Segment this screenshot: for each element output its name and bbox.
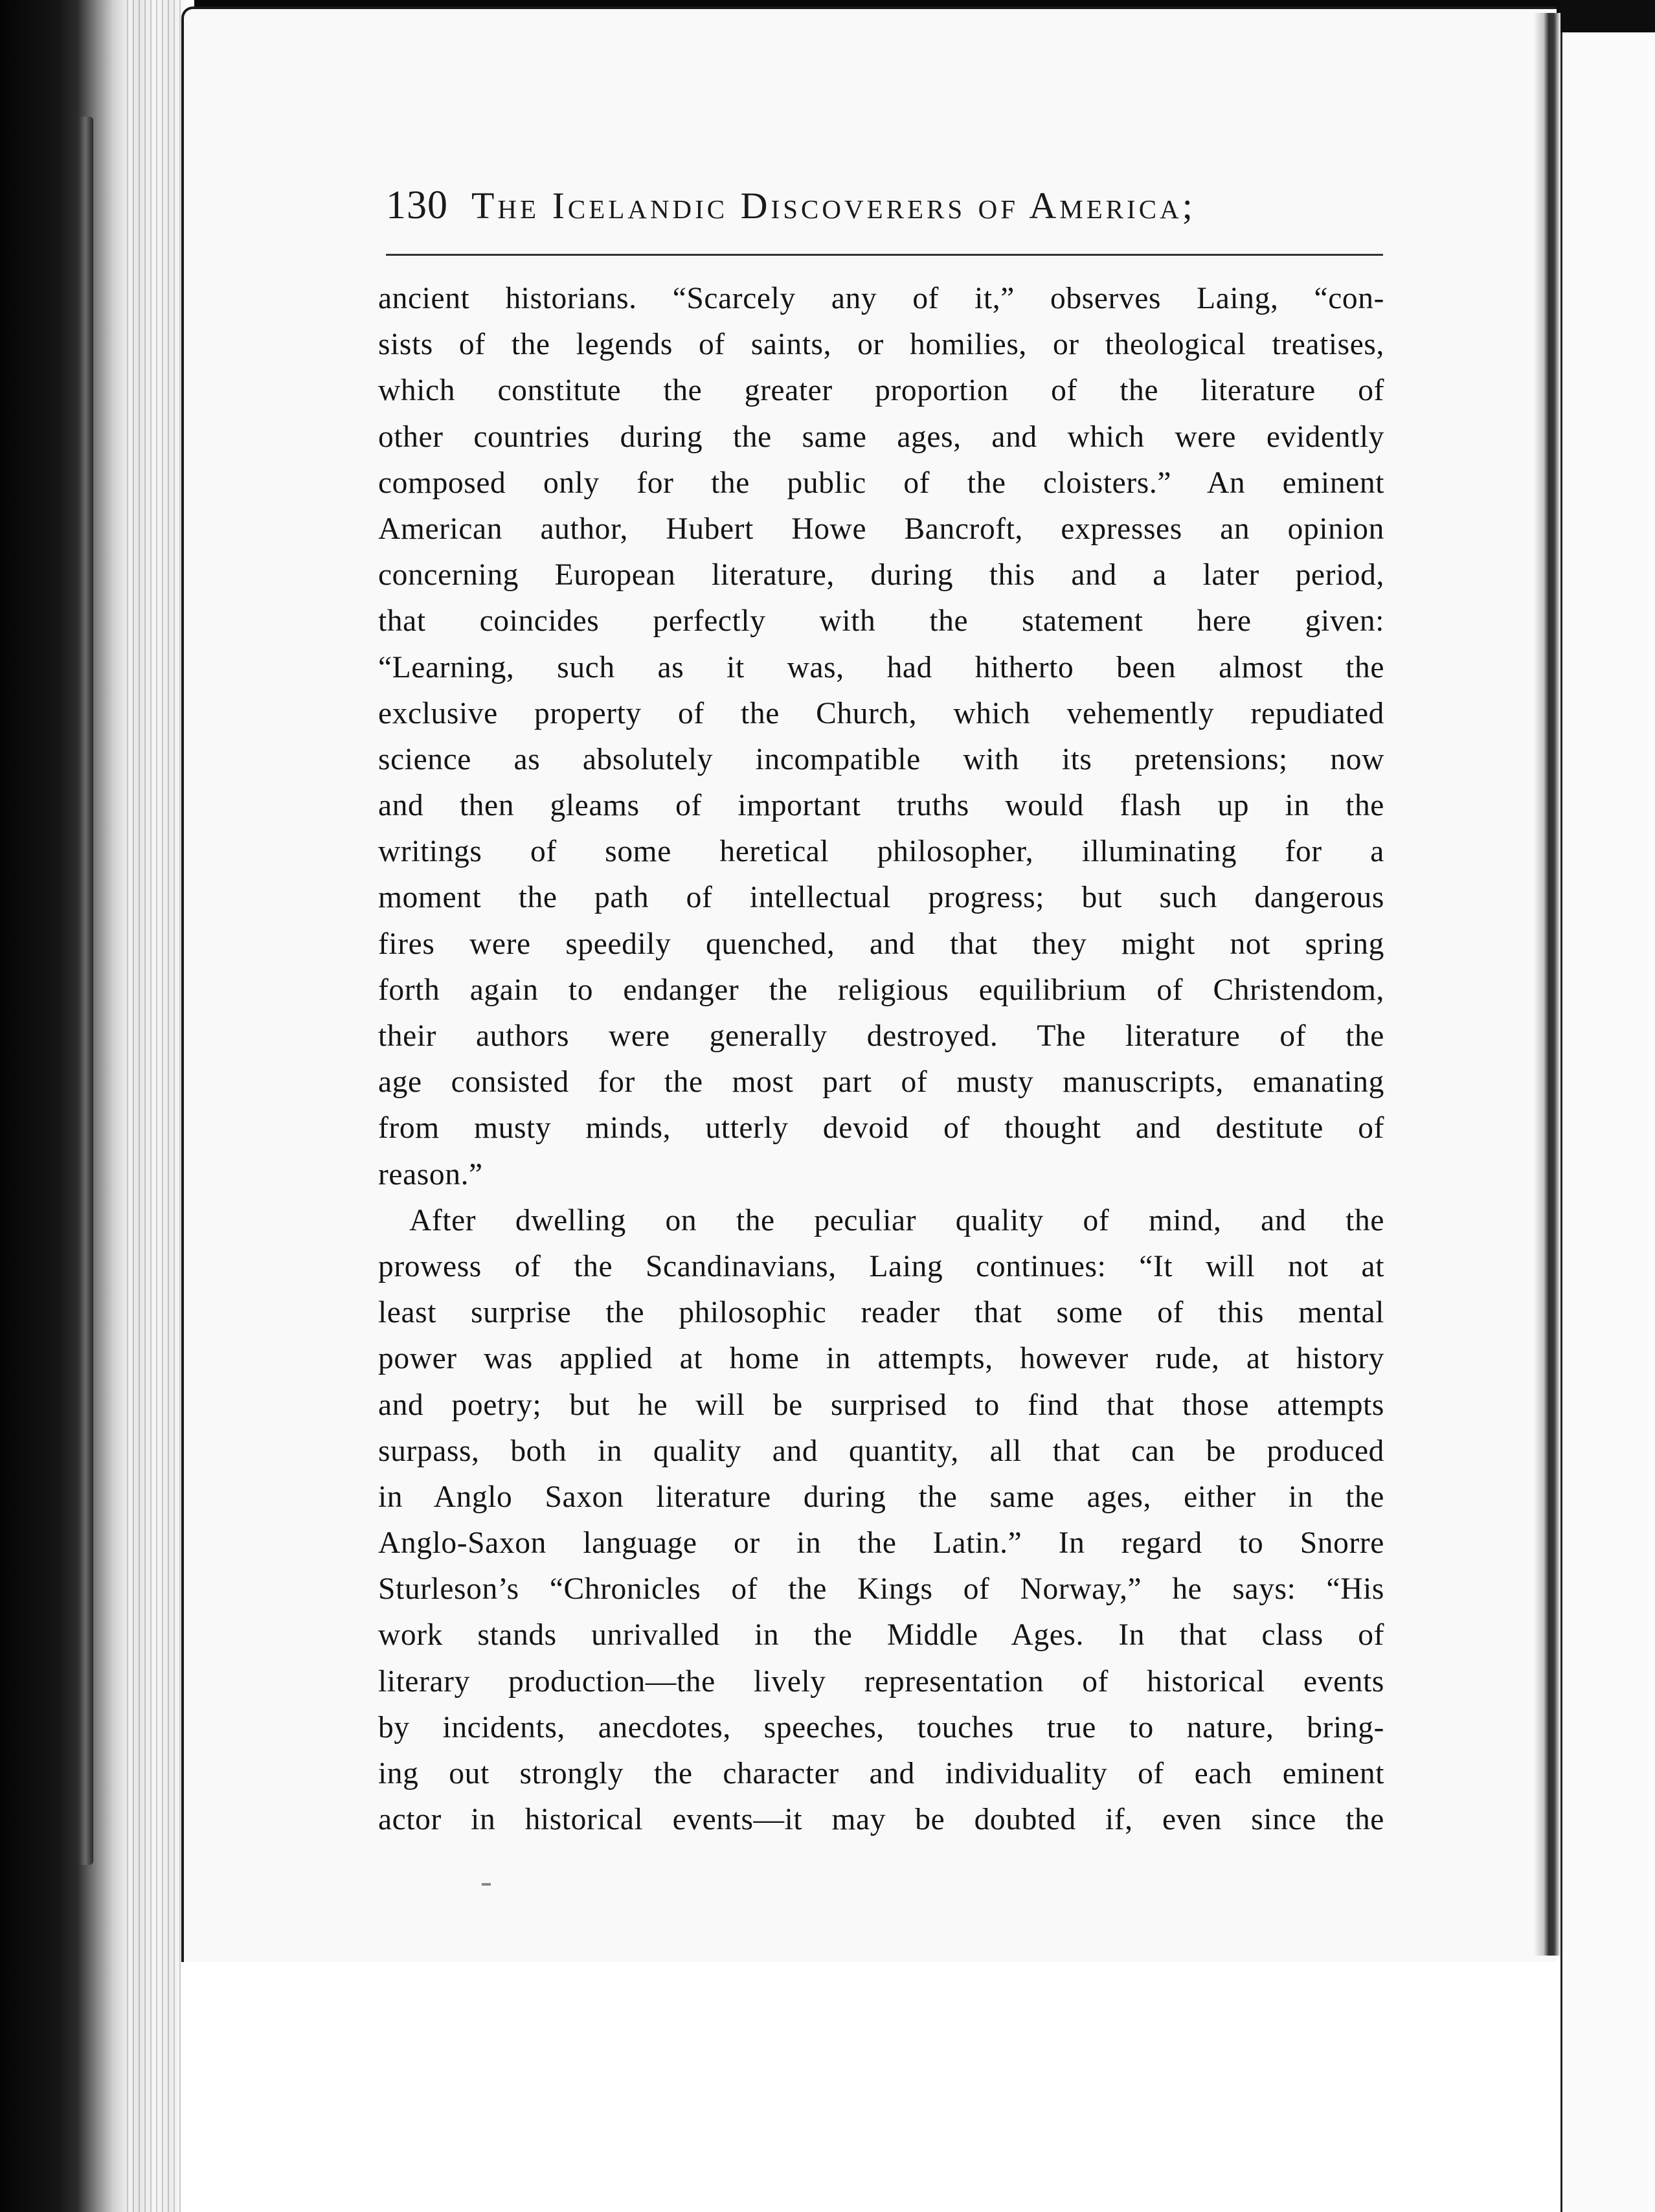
stacked-page-edges [127, 0, 185, 2212]
text-line: sists of the legends of saints, or homilies, or theological treatises, [378, 328, 1384, 362]
text-line: surpass, both in quality and quantity, all that can be produced [378, 1434, 1384, 1468]
paragraph-1 [378, 276, 1384, 1198]
text-line: science as absolutely incompatible with its pretensions; now [378, 742, 1384, 776]
text-line: composed only for the public of the cloisters.” An eminent [378, 466, 1384, 500]
text-line: reason.” [378, 1157, 483, 1191]
text-line: After dwelling on the peculiar quality of mind, and the [409, 1203, 1384, 1237]
print-speck [482, 1883, 491, 1886]
text-line: and then gleams of important truths would flash up in the [378, 789, 1384, 823]
text-line: and poetry; but he will be surprised to find that those attempts [378, 1388, 1384, 1422]
text-line: ancient historians. “Scarcely any of it,” observes Laing, “con- [378, 282, 1384, 315]
text-line: writings of some heretical philosopher, illuminating for a [378, 835, 1384, 869]
scan-right-shadow [1560, 0, 1655, 32]
text-line: forth again to endanger the religious equilibrium of Christendom, [378, 973, 1384, 1007]
text-line: their authors were generally destroyed. The literature of the [378, 1019, 1384, 1053]
text-line: moment the path of intellectual progress; but such dangerous [378, 881, 1384, 915]
running-head [386, 183, 1357, 241]
running-title: The Icelandic Discoverers of America; [471, 185, 1196, 227]
text-line: actor in historical events—it may be doubted if, even since the [378, 1803, 1384, 1837]
header-rule [386, 254, 1383, 256]
text-line: concerning European literature, during this and a later period, [378, 558, 1384, 592]
text-line: least surprise the philosophic reader that some of this mental [378, 1296, 1384, 1330]
text-line: age consisted for the most part of musty manuscripts, emanating [378, 1065, 1384, 1100]
paragraph-2 [378, 1198, 1384, 1844]
text-line: other countries during the same ages, and which were evidently [378, 420, 1384, 454]
body-text [378, 276, 1384, 1843]
page-bottom-margin [181, 1962, 1560, 2212]
text-line: fires were speedily quenched, and that they might not spring [378, 927, 1384, 961]
text-line: from musty minds, utterly devoid of thought and destitute of [378, 1111, 1384, 1146]
text-line: exclusive property of the Church, which vehemently repudiated [378, 696, 1384, 730]
text-line: by incidents, anecdotes, speeches, touches true to nature, bring- [378, 1710, 1384, 1744]
text-line: that coincides perfectly with the statement here given: [378, 604, 1384, 638]
text-line: Anglo-Saxon language or in the Latin.” In regard to Snorre [378, 1526, 1384, 1561]
text-line: which constitute the greater proportion of the literature of [378, 374, 1384, 408]
book-spine [78, 117, 93, 1865]
facing-page [1560, 32, 1655, 2212]
page-number: 130 [386, 183, 448, 227]
text-line: prowess of the Scandinavians, Laing continues: “It will not at [378, 1249, 1384, 1283]
text-line: “Learning, such as it was, had hitherto been almost the [378, 650, 1384, 684]
text-line: in Anglo Saxon literature during the same ages, either in the [378, 1480, 1384, 1514]
text-line: Sturleson’s “Chronicles of the Kings of Norway,” he says: “His [378, 1572, 1384, 1607]
text-line: American author, Hubert Howe Bancroft, expresses an opinion [378, 512, 1384, 546]
text-line: ing out strongly the character and individuality of each eminent [378, 1757, 1384, 1790]
text-line: work stands unrivalled in the Middle Ages. In that class of [378, 1618, 1384, 1653]
page-gutter-edge [1535, 13, 1560, 1956]
text-line: power was applied at home in attempts, however rude, at history [378, 1342, 1384, 1376]
text-line: literary production—the lively representation of historical events [378, 1664, 1384, 1699]
